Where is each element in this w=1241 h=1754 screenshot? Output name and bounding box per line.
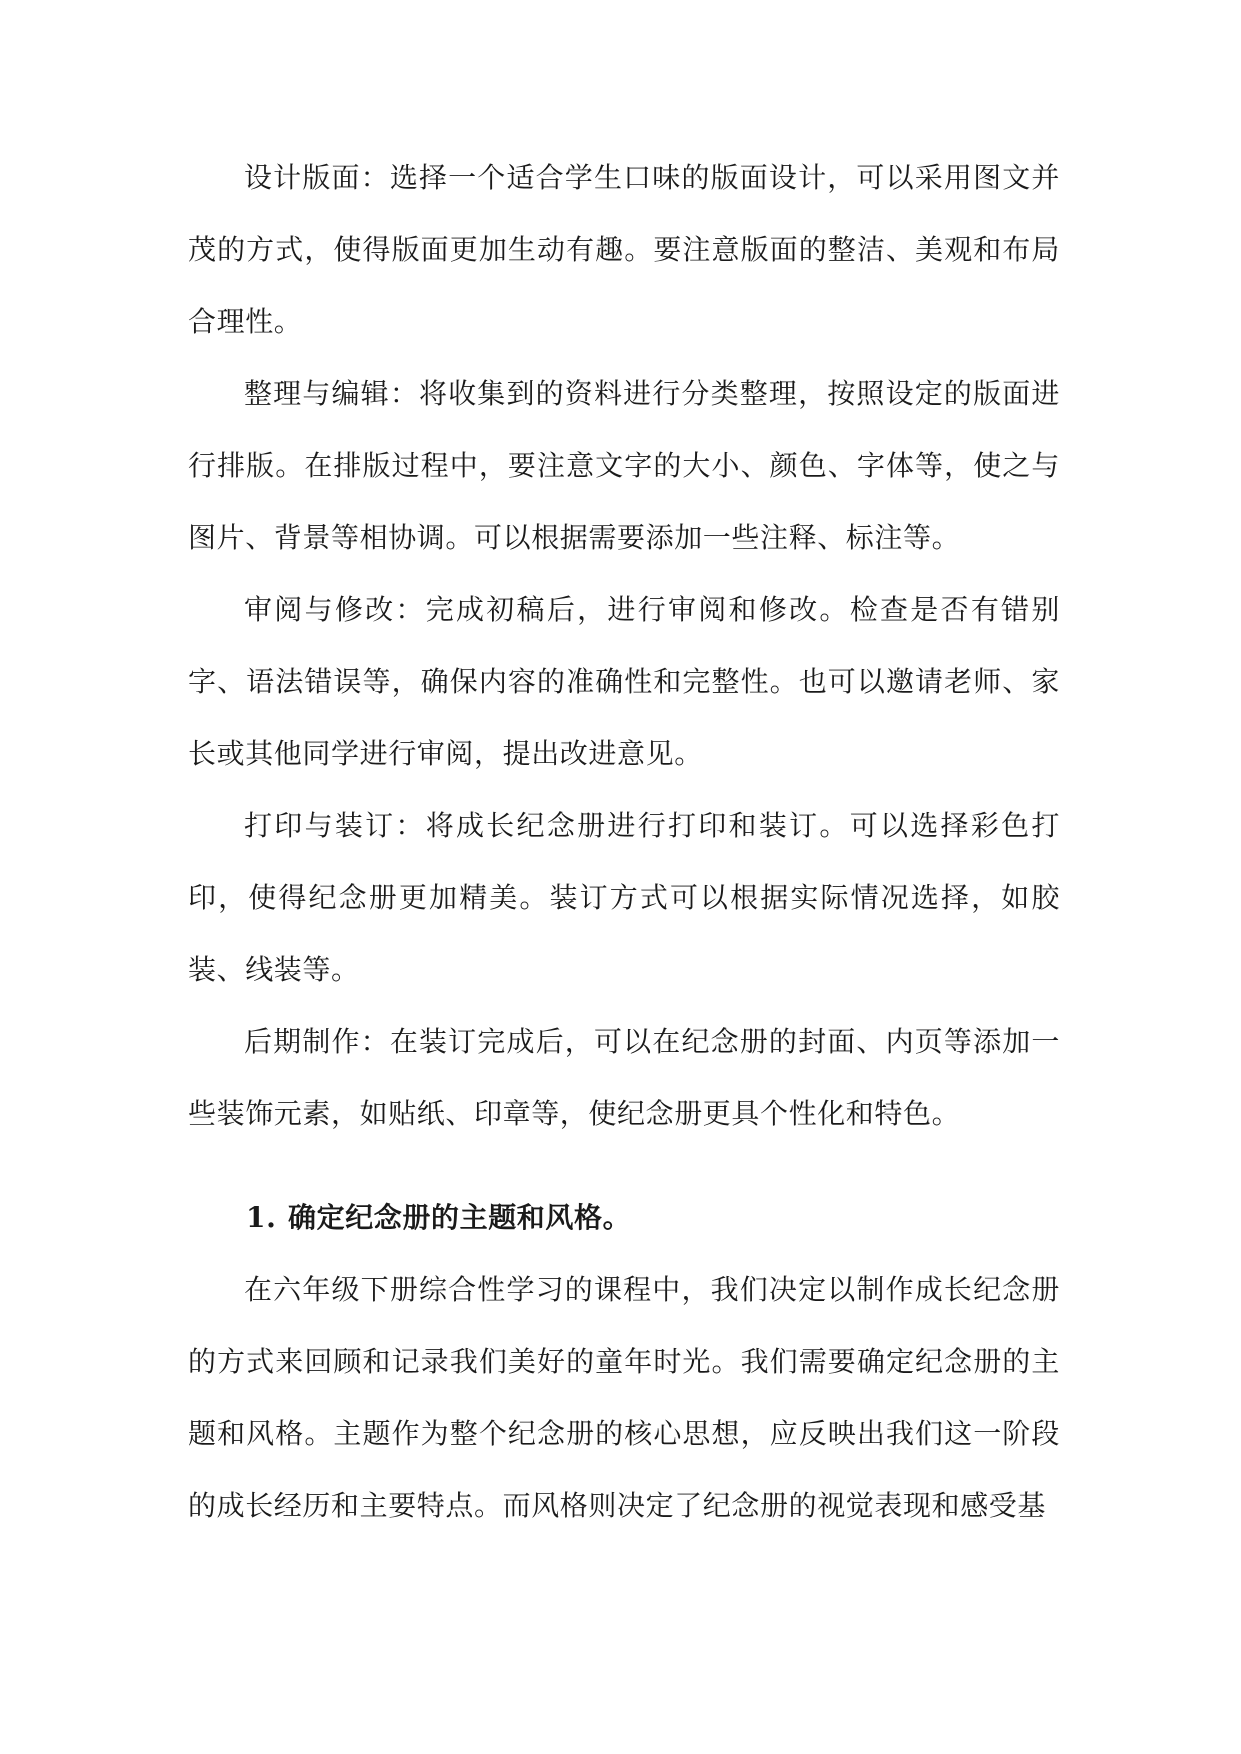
paragraph-theme-style: 在六年级下册综合性学习的课程中，我们决定以制作成长纪念册的方式来回顾和记录我们美好的童年时光。我们需要确定纪念册的主题和风格。主题作为整个纪念册的核心思想，应反映出我们这一阶段的成长经历和主要特点。而风格则决定了纪念册的视觉表现和感受基 bbox=[188, 1273, 1060, 1522]
document-body bbox=[188, 142, 1060, 1542]
section-heading bbox=[188, 1182, 1060, 1254]
paragraph-organize-edit: 整理与编辑：将收集到的资料进行分类整理，按照设定的版面进行排版。在排版过程中，要注意文字的大小、颜色、字体等，使之与图片、背景等相协调。可以根据需要添加一些注释、标注等。 bbox=[188, 377, 1060, 554]
paragraph-post-production: 后期制作：在装订完成后，可以在纪念册的封面、内页等添加一些装饰元素，如贴纸、印章等，使纪念册更具个性化和特色。 bbox=[188, 1025, 1060, 1130]
section-title: 确定纪念册的主题和风格。 bbox=[288, 1201, 632, 1234]
paragraph-review-revise: 审阅与修改：完成初稿后，进行审阅和修改。检查是否有错别字、语法错误等，确保内容的准确性和完整性。也可以邀请老师、家长或其他同学进行审阅，提出改进意见。 bbox=[188, 593, 1060, 770]
paragraph-print-bind: 打印与装订：将成长纪念册进行打印和装订。可以选择彩色打印，使得纪念册更加精美。装订方式可以根据实际情况选择，如胶装、线装等。 bbox=[188, 809, 1060, 986]
section-number: 1. bbox=[246, 1201, 277, 1234]
paragraph-design-layout: 设计版面：选择一个适合学生口味的版面设计，可以采用图文并茂的方式，使得版面更加生动有趣。要注意版面的整洁、美观和布局合理性。 bbox=[188, 161, 1060, 338]
